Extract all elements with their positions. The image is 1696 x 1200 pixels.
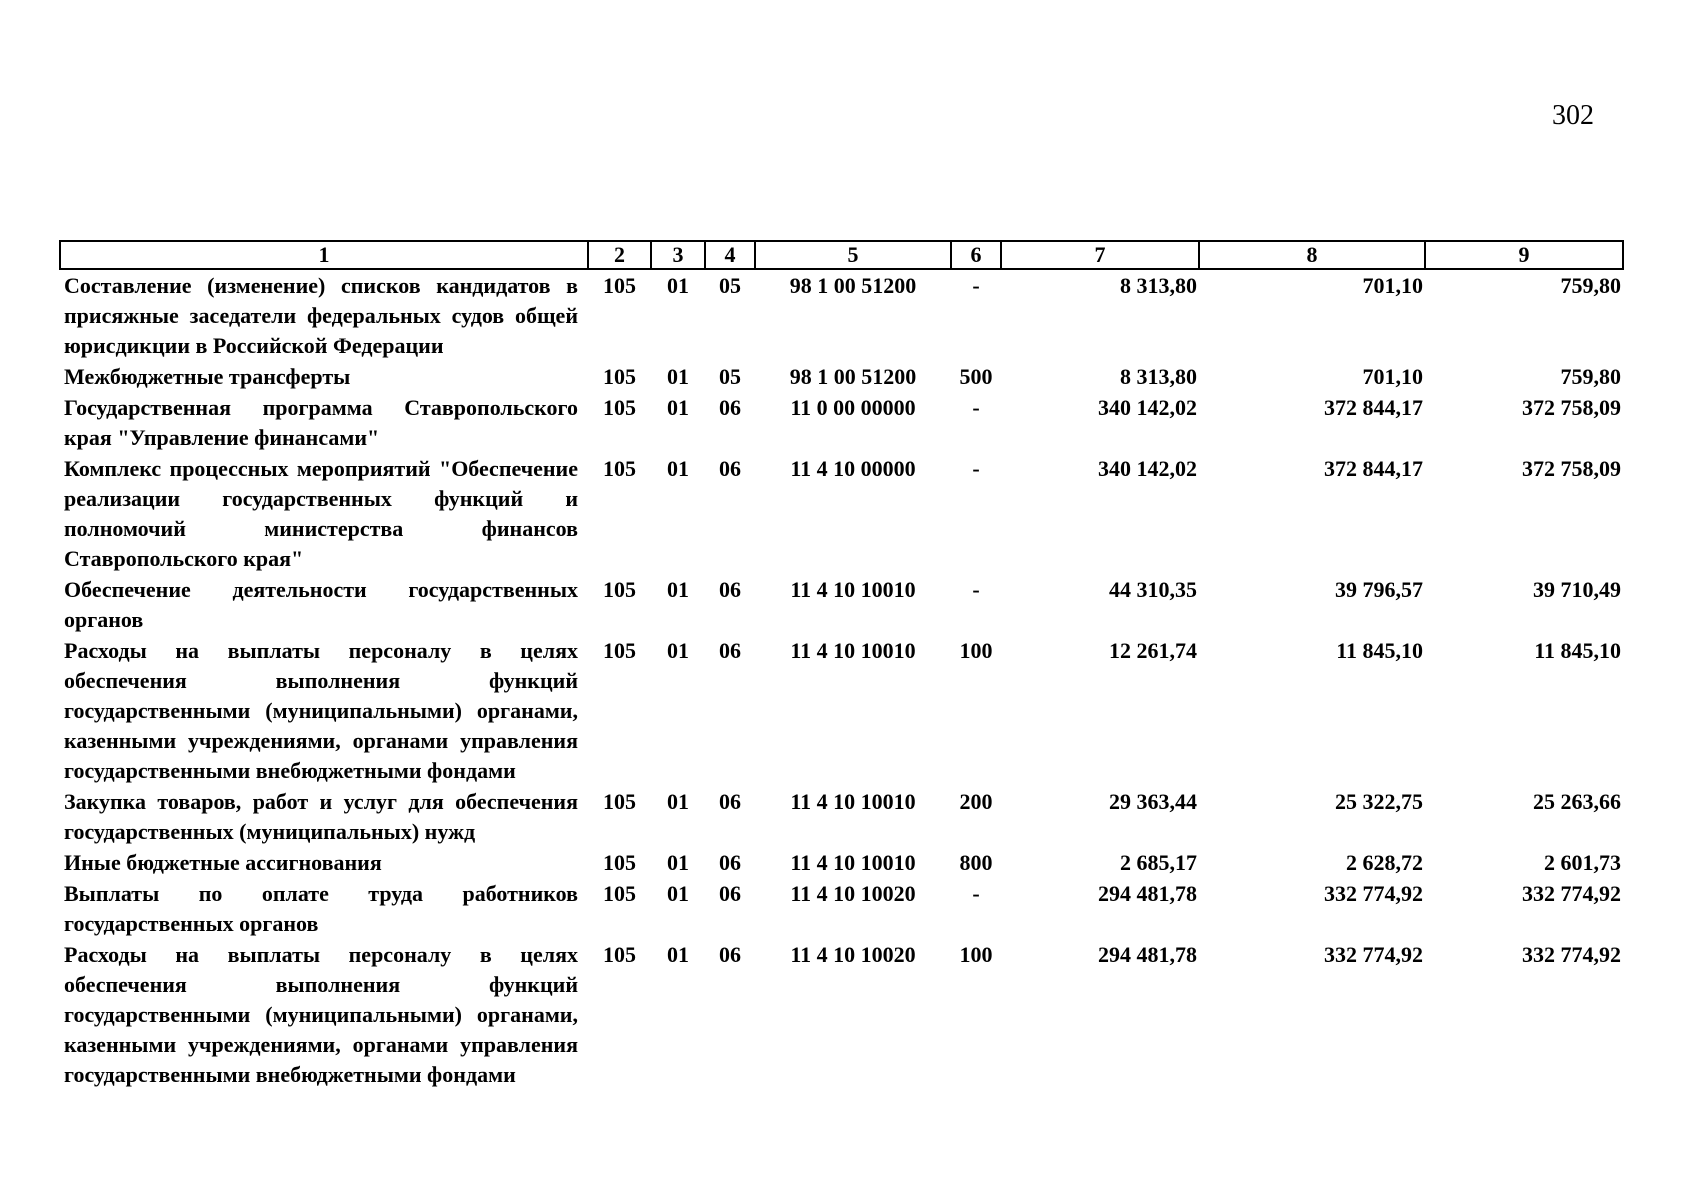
row-amount-8: 701,10 [1362,364,1423,389]
table-header [60,241,1623,269]
row-code-4: 05 [719,273,741,298]
row-code-6: 800 [959,850,993,875]
row-name: Расходы на выплаты персоналу в целях обеспечения выполнения функций государственными (муниципальными) органами, казенными учреждениями, органами управления государственными внебюджетными фондами [64,942,578,1087]
row-name: Государственная программа Ставропольского края "Управление финансами" [64,395,578,450]
row-code-3: 01 [667,850,689,875]
row-code-5: 11 4 10 10010 [790,789,916,814]
row-code-6: 100 [959,638,993,663]
row-code-6: - [972,395,980,420]
row-amount-8: 372 844,17 [1324,395,1423,420]
row-code-6: - [972,273,980,298]
table-row [60,847,1623,878]
row-name: Комплекс процессных мероприятий "Обеспечение реализации государственных функций и полномочий министерства финансов Ставропольского края" [64,456,578,571]
table-body [60,269,1623,1090]
table-row [60,635,1623,786]
row-name: Расходы на выплаты персоналу в целях обеспечения выполнения функций государственными (муниципальными) органами, казенными учреждениями, органами управления государственными внебюджетными фондами [64,638,578,783]
row-code-3: 01 [667,881,689,906]
row-code-2: 105 [603,789,636,814]
row-code-2: 105 [603,456,636,481]
header-col-2: 2 [588,241,651,269]
row-amount-7: 44 310,35 [1109,577,1197,602]
row-amount-9: 11 845,10 [1534,638,1621,663]
row-amount-7: 29 363,44 [1109,789,1197,814]
row-name: Межбюджетные трансферты [64,364,351,389]
table-row [60,269,1623,361]
row-amount-8: 25 322,75 [1335,789,1423,814]
row-amount-8: 2 628,72 [1346,850,1423,875]
row-code-2: 105 [603,850,636,875]
row-code-5: 11 0 00 00000 [790,395,916,420]
page-number: 302 [1552,100,1594,131]
header-row [60,241,1623,269]
row-code-3: 01 [667,395,689,420]
row-amount-8: 39 796,57 [1335,577,1423,602]
row-code-4: 06 [719,395,741,420]
row-amount-8: 11 845,10 [1336,638,1423,663]
row-amount-8: 332 774,92 [1324,942,1423,967]
row-amount-9: 2 601,73 [1544,850,1621,875]
row-code-4: 05 [719,364,741,389]
row-code-4: 06 [719,942,741,967]
row-code-5: 11 4 10 10010 [790,850,916,875]
table-row [60,574,1623,635]
row-amount-9: 39 710,49 [1533,577,1621,602]
header-col-8: 8 [1199,241,1425,269]
row-code-5: 11 4 10 10020 [790,942,916,967]
header-col-9: 9 [1425,241,1623,269]
header-col-6: 6 [951,241,1001,269]
row-code-2: 105 [603,577,636,602]
row-code-3: 01 [667,273,689,298]
row-amount-7: 8 313,80 [1120,364,1197,389]
table-row [60,453,1623,574]
row-code-4: 06 [719,850,741,875]
row-code-3: 01 [667,577,689,602]
table-row [60,361,1623,392]
table-row [60,786,1623,847]
row-code-5: 11 4 10 10010 [790,577,916,602]
row-code-6: 200 [959,789,993,814]
row-code-4: 06 [719,881,741,906]
row-amount-9: 372 758,09 [1522,395,1621,420]
header-col-4: 4 [705,241,755,269]
row-code-3: 01 [667,638,689,663]
row-amount-7: 2 685,17 [1120,850,1197,875]
row-code-5: 11 4 10 10010 [790,638,916,663]
table-row [60,392,1623,453]
row-code-4: 06 [719,789,741,814]
row-code-3: 01 [667,456,689,481]
row-name: Закупка товаров, работ и услуг для обеспечения государственных (муниципальных) нужд [64,789,578,844]
row-amount-7: 294 481,78 [1098,942,1197,967]
row-amount-9: 25 263,66 [1533,789,1621,814]
row-code-6: - [972,577,980,602]
row-amount-9: 332 774,92 [1522,881,1621,906]
row-amount-7: 340 142,02 [1098,456,1197,481]
row-code-4: 06 [719,456,741,481]
row-amount-9: 759,80 [1560,273,1621,298]
row-amount-7: 8 313,80 [1120,273,1197,298]
row-name: Иные бюджетные ассигнования [64,850,382,875]
row-amount-9: 332 774,92 [1522,942,1621,967]
row-name: Обеспечение деятельности государственных органов [64,577,578,632]
row-code-6: - [972,881,980,906]
row-code-6: 100 [959,942,993,967]
row-amount-9: 372 758,09 [1522,456,1621,481]
row-amount-7: 12 261,74 [1109,638,1197,663]
table-row [60,939,1623,1090]
row-amount-9: 759,80 [1560,364,1621,389]
row-name: Составление (изменение) списков кандидатов в присяжные заседатели федеральных судов общей юрисдикции в Российской Федерации [64,273,578,358]
row-code-4: 06 [719,638,741,663]
row-code-5: 11 4 10 00000 [790,456,916,481]
row-code-3: 01 [667,942,689,967]
row-amount-7: 340 142,02 [1098,395,1197,420]
row-code-2: 105 [603,638,636,663]
row-name: Выплаты по оплате труда работников государственных органов [64,881,578,936]
row-code-4: 06 [719,577,741,602]
header-col-7: 7 [1001,241,1199,269]
row-code-2: 105 [603,273,636,298]
row-code-3: 01 [667,364,689,389]
row-code-2: 105 [603,881,636,906]
row-code-6: - [972,456,980,481]
row-code-5: 98 1 00 51200 [789,273,917,298]
row-amount-8: 372 844,17 [1324,456,1423,481]
row-code-2: 105 [603,364,636,389]
row-code-2: 105 [603,942,636,967]
row-code-3: 01 [667,789,689,814]
header-col-3: 3 [651,241,705,269]
row-code-2: 105 [603,395,636,420]
row-amount-8: 701,10 [1362,273,1423,298]
row-amount-8: 332 774,92 [1324,881,1423,906]
table-row [60,878,1623,939]
row-code-5: 11 4 10 10020 [790,881,916,906]
row-code-6: 500 [959,364,993,389]
row-amount-7: 294 481,78 [1098,881,1197,906]
header-col-5: 5 [755,241,951,269]
row-code-5: 98 1 00 51200 [789,364,917,389]
budget-table [59,240,1624,1090]
header-col-1: 1 [60,241,588,269]
